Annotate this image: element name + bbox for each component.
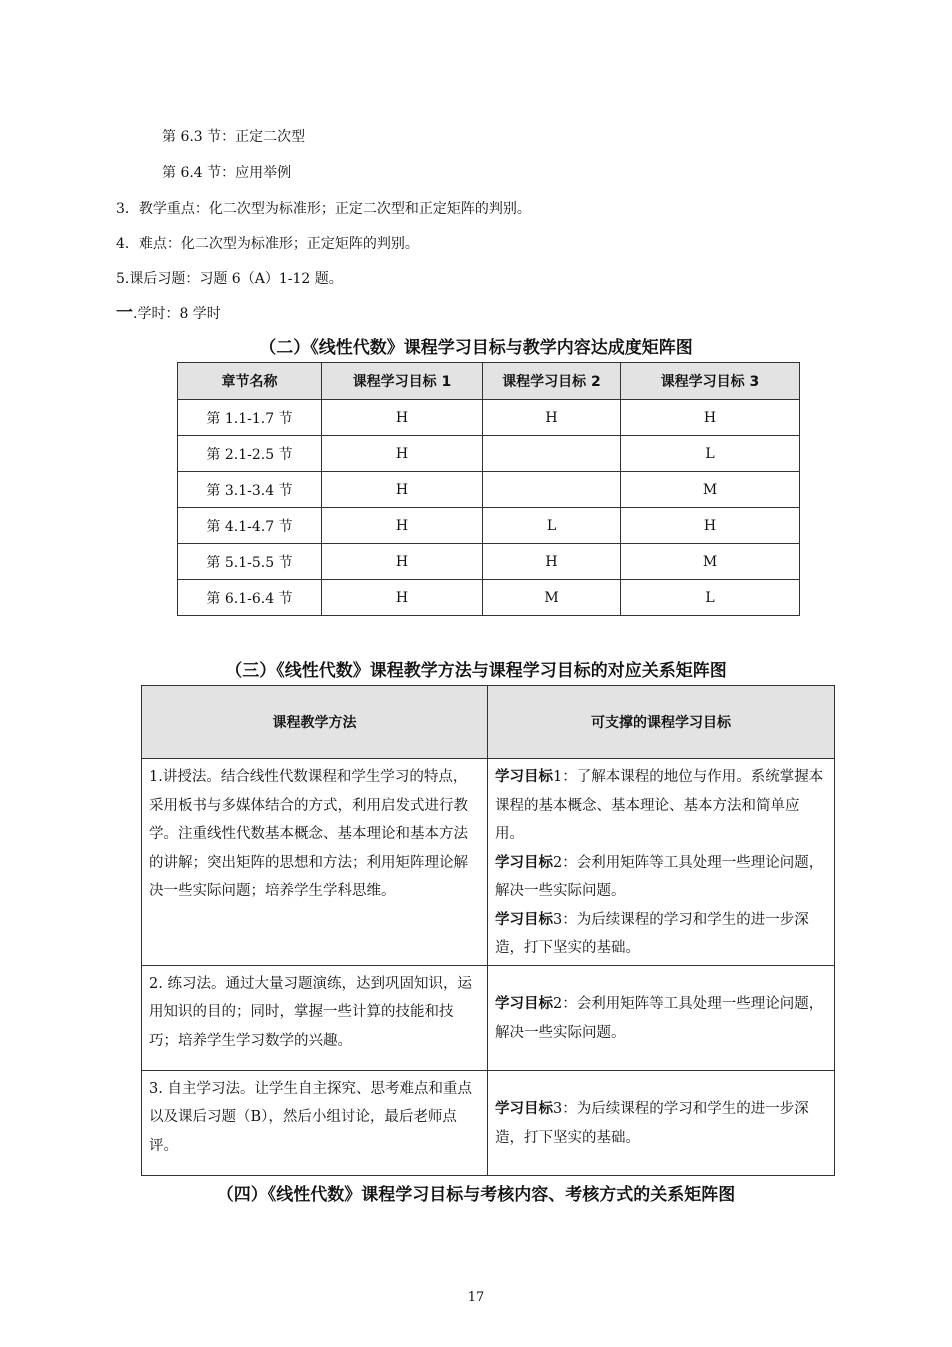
cell-method-self-study: 3. 自主学习法。让学生自主探究、思考难点和重点以及课后习题（B），然后小组讨论，最后老师点评。 bbox=[142, 1070, 488, 1175]
goal-text: 2：会利用矩阵等工具处理一些理论问题，解决一些实际问题。 bbox=[495, 854, 824, 899]
goal-text: 3：为后续课程的学习和学生的进一步深造，打下坚实的基础。 bbox=[495, 1101, 809, 1146]
cell-chapter: 第 5.1-5.5 节 bbox=[178, 544, 322, 580]
goal-content-matrix-table bbox=[177, 362, 800, 616]
table-row bbox=[178, 436, 800, 472]
goal-tag: 学习目标 bbox=[495, 769, 553, 785]
cell-method-practice: 2. 练习法。通过大量习题演练，达到巩固知识，运用知识的目的；同时，掌握一些计算的技能和技巧；培养学生学习数学的兴趣。 bbox=[142, 965, 488, 1070]
table-row bbox=[178, 472, 800, 508]
header-teaching-method: 课程教学方法 bbox=[142, 686, 488, 759]
goal-entry bbox=[495, 990, 828, 1047]
cell-chapter: 第 3.1-3.4 节 bbox=[178, 472, 322, 508]
cell-goal-1: H bbox=[322, 544, 483, 580]
cell-goal-2 bbox=[483, 436, 621, 472]
intro-line-section-6-3: 第 6.3 节：正定二次型 bbox=[162, 129, 306, 145]
cell-goal-3: M bbox=[621, 544, 800, 580]
cell-goal-2: H bbox=[483, 400, 621, 436]
cell-goal-1: H bbox=[322, 472, 483, 508]
cell-goal-2: H bbox=[483, 544, 621, 580]
goal-tag: 学习目标 bbox=[495, 996, 553, 1012]
cell-goal-2: M bbox=[483, 580, 621, 616]
goal-tag: 学习目标 bbox=[495, 911, 553, 928]
table-row bbox=[178, 544, 800, 580]
hours-dash: 一 bbox=[116, 303, 133, 323]
table-row bbox=[142, 965, 835, 1070]
table-row bbox=[178, 400, 800, 436]
table-row bbox=[142, 759, 835, 966]
cell-goal-3: L bbox=[621, 436, 800, 472]
page-number: 17 bbox=[467, 1290, 485, 1305]
cell-goal-3: H bbox=[621, 508, 800, 544]
intro-line-hours bbox=[116, 304, 221, 323]
goal-entry bbox=[495, 1095, 828, 1152]
table-header-row bbox=[178, 363, 800, 400]
section2-heading: （二）《线性代数》课程学习目标与教学内容达成度矩阵图 bbox=[259, 338, 693, 358]
goal-entry bbox=[495, 906, 828, 963]
intro-line-key-points: 3．教学重点：化二次型为标准形；正定二次型和正定矩阵的判别。 bbox=[116, 201, 531, 217]
cell-chapter: 第 6.1-6.4 节 bbox=[178, 580, 322, 616]
cell-goals bbox=[488, 759, 835, 966]
intro-line-section-6-4: 第 6.4 节：应用举例 bbox=[162, 165, 292, 181]
header-goal-2: 课程学习目标 2 bbox=[483, 363, 621, 400]
cell-chapter: 第 2.1-2.5 节 bbox=[178, 436, 322, 472]
cell-goals bbox=[488, 965, 835, 1070]
goal-text: 1：了解本课程的地位与作用。系统掌握本课程的基本概念、基本理论、基本方法和简单应用。 bbox=[495, 769, 824, 842]
header-goal-1: 课程学习目标 1 bbox=[322, 363, 483, 400]
table-row bbox=[178, 508, 800, 544]
intro-line-homework: 5.课后习题：习题 6（A）1-12 题。 bbox=[116, 271, 343, 287]
cell-goal-3: H bbox=[621, 400, 800, 436]
cell-chapter: 第 1.1-1.7 节 bbox=[178, 400, 322, 436]
method-goal-matrix-table bbox=[141, 685, 835, 1176]
header-goal-3: 课程学习目标 3 bbox=[621, 363, 800, 400]
cell-method-lecture: 1.讲授法。结合线性代数课程和学生学习的特点，采用板书与多媒体结合的方式，利用启发式进行教学。注重线性代数基本概念、基本理论和基本方法的讲解；突出矩阵的思想和方法；利用矩阵理论解决一些实际问题；培养学生学科思维。 bbox=[142, 759, 488, 966]
header-supported-goals: 可支撑的课程学习目标 bbox=[488, 686, 835, 759]
section3-heading: （三）《线性代数》课程教学方法与课程学习目标的对应关系矩阵图 bbox=[225, 661, 727, 681]
goal-entry bbox=[495, 849, 828, 906]
cell-goal-3: M bbox=[621, 472, 800, 508]
cell-chapter: 第 4.1-4.7 节 bbox=[178, 508, 322, 544]
table-row bbox=[142, 1070, 835, 1175]
goal-text: 3：为后续课程的学习和学生的进一步深造，打下坚实的基础。 bbox=[495, 911, 809, 956]
cell-goal-1: H bbox=[322, 400, 483, 436]
goal-entry bbox=[495, 763, 828, 849]
cell-goal-1: H bbox=[322, 580, 483, 616]
section4-heading: （四）《线性代数》课程学习目标与考核内容、考核方式的关系矩阵图 bbox=[216, 1185, 736, 1205]
cell-goal-1: H bbox=[322, 508, 483, 544]
goal-tag: 学习目标 bbox=[495, 1101, 553, 1117]
cell-goal-1: H bbox=[322, 436, 483, 472]
table-row bbox=[178, 580, 800, 616]
table-header-row bbox=[142, 686, 835, 759]
header-chapter: 章节名称 bbox=[178, 363, 322, 400]
hours-text: .学时：8 学时 bbox=[133, 306, 221, 322]
cell-goals bbox=[488, 1070, 835, 1175]
goal-text: 2：会利用矩阵等工具处理一些理论问题，解决一些实际问题。 bbox=[495, 996, 824, 1041]
cell-goal-2: L bbox=[483, 508, 621, 544]
intro-line-difficulties: 4．难点：化二次型为标准形；正定矩阵的判别。 bbox=[116, 236, 419, 252]
goal-tag: 学习目标 bbox=[495, 854, 553, 871]
cell-goal-2 bbox=[483, 472, 621, 508]
cell-goal-3: L bbox=[621, 580, 800, 616]
